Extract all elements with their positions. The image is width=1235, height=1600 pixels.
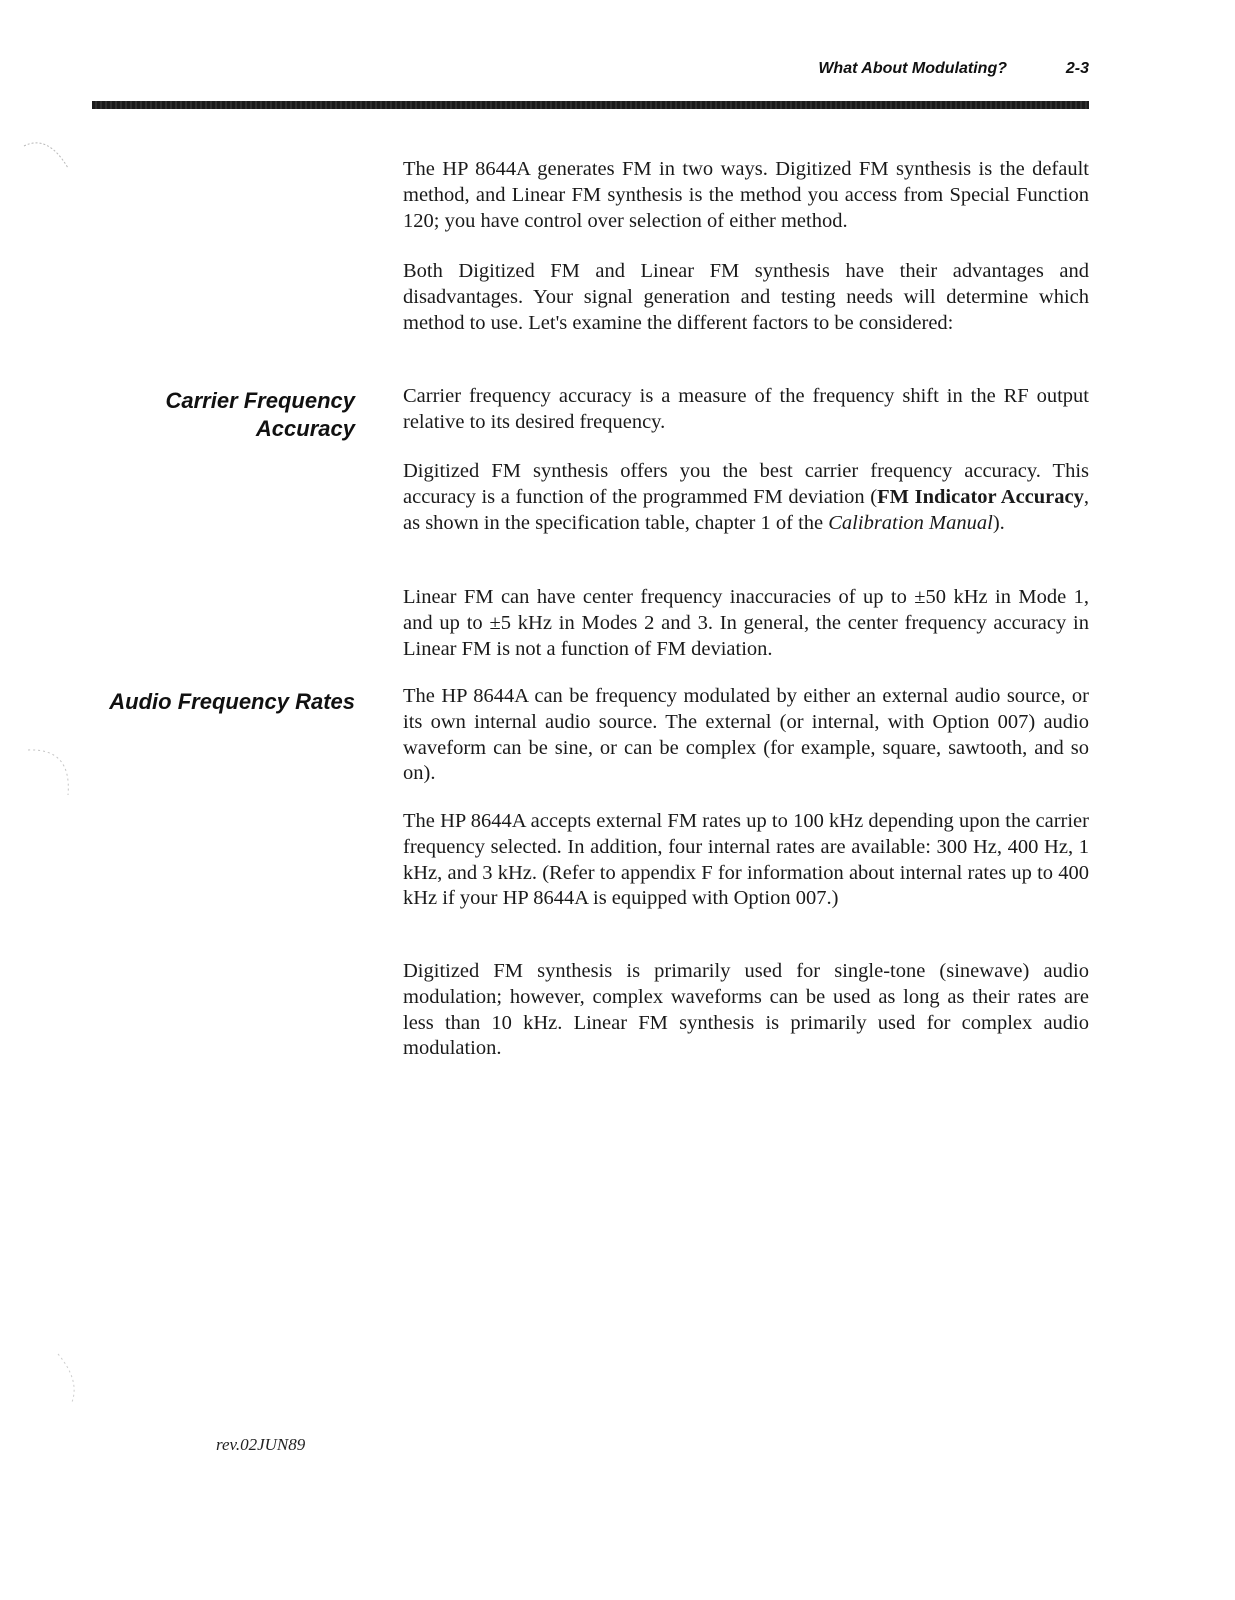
synthesis-usage-paragraph: Digitized FM synthesis is primarily used for single-tone (sinewave) audio modulation; however, complex waveforms can be used as long as their rates are less than 10 kHz. Linear FM synthesis is primarily used for complex audio modulation. [403, 960, 1089, 1060]
punch-hole-mark [28, 1350, 88, 1410]
linear-fm-accuracy-paragraph: Linear FM can have center frequency inaccuracies of up to ±50 kHz in Mode 1, and up to ±5 kHz in Modes 2 and 3. In general, the center frequency accuracy in Linear FM is not a function of FM deviation. [403, 586, 1089, 660]
carrier-definition-paragraph: Carrier frequency accuracy is a measure of the frequency shift in the RF output relative to its desired frequency. [403, 385, 1089, 433]
manual-title: Calibration Manual [828, 511, 993, 534]
punch-hole-mark [18, 138, 78, 188]
header-rule [92, 101, 1089, 109]
running-header [0, 60, 1235, 82]
bold-term: FM Indicator Accuracy [877, 485, 1084, 508]
revision-footer: rev.02JUN89 [216, 1435, 306, 1454]
audio-source-paragraph: The HP 8644A can be frequency modulated by either an external audio source, or its own internal audio source. The external (or internal, with Option 007) audio waveform can be sine, or can be complex (for example, square, sawtooth, and so on). [403, 685, 1089, 785]
section-heading-carrier-frequency-accuracy [165, 387, 355, 443]
factors-paragraph: Both Digitized FM and Linear FM synthesis have their advantages and disadvantages. Your signal generation and testing needs will determine which method to use. Let's examine the different factors to be considered: [403, 260, 1089, 334]
intro-paragraph: The HP 8644A generates FM in two ways. Digitized FM synthesis is the default method, and Linear FM synthesis is the method you access from Special Function 120; you have control over selection of either method. [403, 158, 1089, 232]
page-number: 2-3 [1065, 60, 1089, 77]
text-run: Digitized FM synthesis offers you the best carrier frequency accuracy. This accuracy is a function of the programmed FM deviation ( [403, 460, 1089, 508]
fm-rates-paragraph: The HP 8644A accepts external FM rates up to 100 kHz depending upon the carrier frequency selected. In addition, four internal rates are available: 300 Hz, 400 Hz, 1 kHz, and 3 kHz. (Refer to appendix F for information about internal rates up to 400 kHz if your HP 8644A is equipped with Option 007.) [403, 810, 1089, 910]
header-title: What About Modulating? [818, 60, 1007, 77]
digitized-accuracy-paragraph [403, 459, 1089, 536]
punch-hole-mark [20, 740, 80, 800]
text-run: ). [992, 511, 1005, 534]
text-run: , as shown in the specification table, chapter 1 of the [403, 485, 1089, 534]
heading-line: Accuracy [255, 416, 355, 441]
section-heading-audio-frequency-rates: Audio Frequency Rates [109, 689, 355, 714]
heading-line: Carrier Frequency [165, 388, 355, 413]
